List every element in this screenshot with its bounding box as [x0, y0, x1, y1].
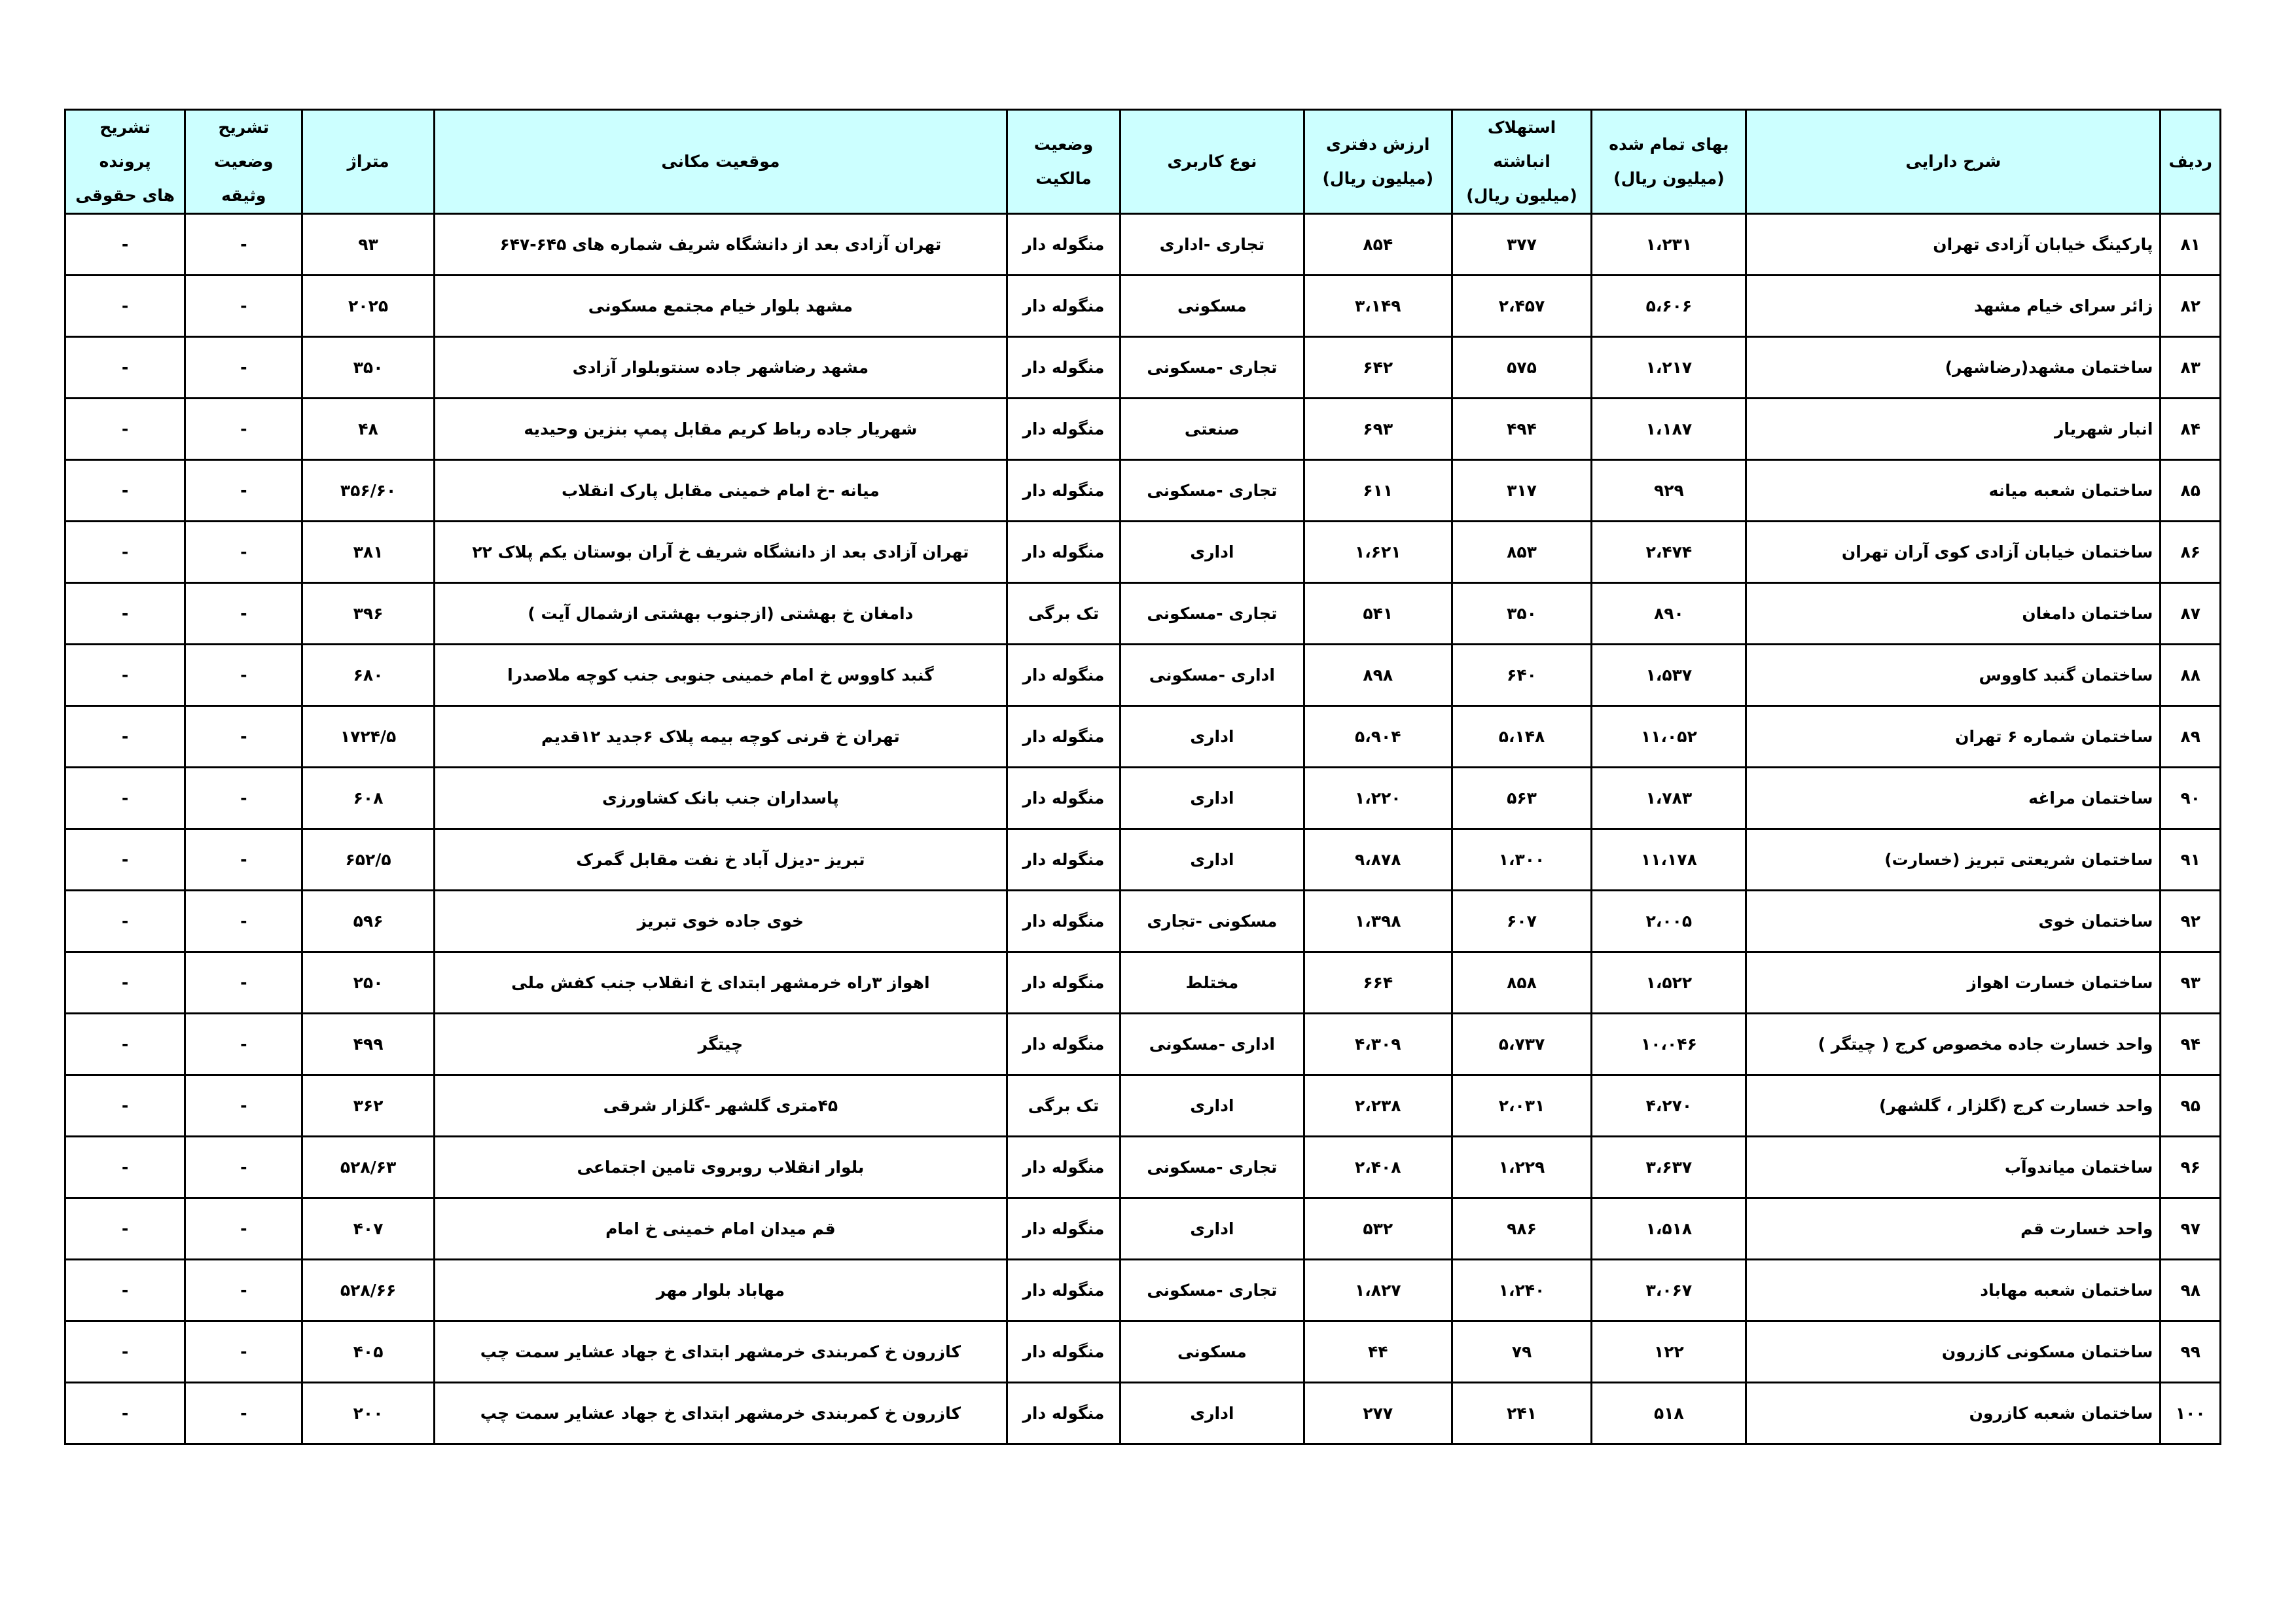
cell-collateral: - [185, 583, 302, 645]
cell-area: ۳۵۶/۶۰ [302, 460, 434, 522]
cell-book-value: ۶۱۱ [1304, 460, 1452, 522]
table-row [65, 522, 2221, 583]
cell-collateral: - [185, 276, 302, 337]
cell-book-value: ۱،۸۲۷ [1304, 1260, 1452, 1321]
cell-book-value: ۵،۹۰۴ [1304, 706, 1452, 768]
cell-book-value: ۲،۴۰۸ [1304, 1137, 1452, 1198]
header-book-value-line1: ارزش دفتری [1326, 135, 1430, 154]
cell-description: ساختمان دامغان [1746, 583, 2161, 645]
cell-collateral: - [185, 460, 302, 522]
cell-depreciation: ۶۰۷ [1452, 891, 1592, 952]
cell-row-number: ۸۷ [2161, 583, 2221, 645]
cell-ownership: منگوله دار [1007, 891, 1120, 952]
cell-depreciation: ۲،۰۳۱ [1452, 1075, 1592, 1137]
cell-ownership: منگوله دار [1007, 276, 1120, 337]
cell-cost: ۱۰،۰۴۶ [1592, 1014, 1746, 1075]
cell-area: ۳۸۱ [302, 522, 434, 583]
cell-row-number: ۹۱ [2161, 829, 2221, 891]
cell-description: ساختمان شماره ۶ تهران [1746, 706, 2161, 768]
cell-area: ۵۲۸/۶۶ [302, 1260, 434, 1321]
cell-legal: - [65, 214, 185, 276]
cell-cost: ۱،۵۲۲ [1592, 952, 1746, 1014]
cell-area: ۶۵۲/۵ [302, 829, 434, 891]
cell-usage: تجاری -مسکونی [1120, 1137, 1304, 1198]
cell-usage: اداری [1120, 1198, 1304, 1260]
cell-usage: اداری [1120, 1383, 1304, 1444]
cell-usage: مسکونی -تجاری [1120, 891, 1304, 952]
header-collateral-line1: تشریح [218, 118, 270, 137]
cell-legal: - [65, 645, 185, 706]
cell-book-value: ۴،۳۰۹ [1304, 1014, 1452, 1075]
header-book-value [1304, 110, 1452, 214]
cell-description: ساختمان خسارت اهواز [1746, 952, 2161, 1014]
cell-book-value: ۹،۸۷۸ [1304, 829, 1452, 891]
cell-collateral: - [185, 1260, 302, 1321]
cell-depreciation: ۱،۳۰۰ [1452, 829, 1592, 891]
cell-collateral: - [185, 952, 302, 1014]
cell-area: ۵۹۶ [302, 891, 434, 952]
header-usage: نوع کاربری [1120, 110, 1304, 214]
cell-legal: - [65, 1383, 185, 1444]
cell-depreciation: ۲۴۱ [1452, 1383, 1592, 1444]
cell-cost: ۳،۰۶۷ [1592, 1260, 1746, 1321]
cell-location: گنبد کاووس خ امام خمینی جنوبی جنب کوچه ملاصدرا [434, 645, 1007, 706]
header-ownership-line2: مالکیت [1035, 169, 1092, 188]
cell-description: انبار شهریار [1746, 399, 2161, 460]
cell-row-number: ۸۵ [2161, 460, 2221, 522]
cell-usage: تجاری -مسکونی [1120, 1260, 1304, 1321]
cell-row-number: ۹۵ [2161, 1075, 2221, 1137]
cell-collateral: - [185, 214, 302, 276]
cell-legal: - [65, 1014, 185, 1075]
cell-location: ۴۵متری گلشهر -گلزار شرقی [434, 1075, 1007, 1137]
cell-row-number: ۹۹ [2161, 1321, 2221, 1383]
cell-usage: اداری [1120, 522, 1304, 583]
cell-legal: - [65, 583, 185, 645]
cell-ownership: تک برگی [1007, 583, 1120, 645]
cell-cost: ۱۱،۰۵۲ [1592, 706, 1746, 768]
cell-location: مشهد رضاشهر جاده سنتوبلوار آزادی [434, 337, 1007, 399]
cell-row-number: ۹۳ [2161, 952, 2221, 1014]
table-row [65, 706, 2221, 768]
cell-usage: مسکونی [1120, 1321, 1304, 1383]
cell-legal: - [65, 891, 185, 952]
cell-usage: اداری -مسکونی [1120, 1014, 1304, 1075]
cell-usage: تجاری -مسکونی [1120, 337, 1304, 399]
cell-cost: ۱،۵۱۸ [1592, 1198, 1746, 1260]
cell-location: چیتگر [434, 1014, 1007, 1075]
cell-location: کازرون خ کمربندی خرمشهر ابتدای خ جهاد عشایر سمت چپ [434, 1321, 1007, 1383]
table-row [65, 891, 2221, 952]
cell-description: زائر سرای خیام مشهد [1746, 276, 2161, 337]
cell-depreciation: ۷۹ [1452, 1321, 1592, 1383]
cell-book-value: ۱،۳۹۸ [1304, 891, 1452, 952]
cell-description: ساختمان میاندوآب [1746, 1137, 2161, 1198]
table-row [65, 1198, 2221, 1260]
cell-ownership: منگوله دار [1007, 1137, 1120, 1198]
cell-location: میانه -خ امام خمینی مقابل پارک انقلاب [434, 460, 1007, 522]
cell-book-value: ۸۹۸ [1304, 645, 1452, 706]
cell-cost: ۱،۷۸۳ [1592, 768, 1746, 829]
table-row [65, 1260, 2221, 1321]
cell-ownership: منگوله دار [1007, 1198, 1120, 1260]
cell-cost: ۱،۲۱۷ [1592, 337, 1746, 399]
cell-legal: - [65, 768, 185, 829]
cell-depreciation: ۴۹۴ [1452, 399, 1592, 460]
cell-description: ساختمان خیابان آزادی کوی آران تهران [1746, 522, 2161, 583]
cell-cost: ۱،۱۸۷ [1592, 399, 1746, 460]
cell-collateral: - [185, 399, 302, 460]
table-row [65, 1383, 2221, 1444]
cell-depreciation: ۳۷۷ [1452, 214, 1592, 276]
cell-ownership: منگوله دار [1007, 1321, 1120, 1383]
cell-book-value: ۱،۲۲۰ [1304, 768, 1452, 829]
cell-collateral: - [185, 1198, 302, 1260]
cell-ownership: منگوله دار [1007, 1260, 1120, 1321]
cell-area: ۳۵۰ [302, 337, 434, 399]
header-cost-line2: (میلیون ریال) [1613, 169, 1725, 188]
cell-cost: ۳،۶۳۷ [1592, 1137, 1746, 1198]
cell-cost: ۵،۶۰۶ [1592, 276, 1746, 337]
cell-book-value: ۸۵۴ [1304, 214, 1452, 276]
header-area: متراژ [302, 110, 434, 214]
table-row [65, 399, 2221, 460]
cell-description: ساختمان خوی [1746, 891, 2161, 952]
table-row [65, 276, 2221, 337]
cell-area: ۶۰۸ [302, 768, 434, 829]
cell-usage: تجاری -مسکونی [1120, 460, 1304, 522]
cell-row-number: ۸۶ [2161, 522, 2221, 583]
cell-description: ساختمان شعبه میانه [1746, 460, 2161, 522]
header-legal [65, 110, 185, 214]
cell-cost: ۲،۴۷۴ [1592, 522, 1746, 583]
cell-depreciation: ۳۱۷ [1452, 460, 1592, 522]
cell-book-value: ۵۴۱ [1304, 583, 1452, 645]
header-ownership [1007, 110, 1120, 214]
cell-cost: ۱،۵۳۷ [1592, 645, 1746, 706]
table-row [65, 768, 2221, 829]
cell-depreciation: ۱،۲۴۰ [1452, 1260, 1592, 1321]
header-cost [1592, 110, 1746, 214]
asset-table [64, 109, 2221, 1445]
table-row [65, 337, 2221, 399]
cell-location: کازرون خ کمربندی خرمشهر ابتدای خ جهاد عشایر سمت چپ [434, 1383, 1007, 1444]
table-row [65, 583, 2221, 645]
cell-ownership: منگوله دار [1007, 214, 1120, 276]
cell-row-number: ۹۲ [2161, 891, 2221, 952]
cell-row-number: ۹۴ [2161, 1014, 2221, 1075]
cell-usage: صنعتی [1120, 399, 1304, 460]
cell-location: تبریز -دیزل آباد خ نفت مقابل گمرک [434, 829, 1007, 891]
cell-area: ۲۰۲۵ [302, 276, 434, 337]
cell-ownership: منگوله دار [1007, 829, 1120, 891]
table-row [65, 645, 2221, 706]
cell-area: ۴۸ [302, 399, 434, 460]
cell-collateral: - [185, 1075, 302, 1137]
cell-legal: - [65, 706, 185, 768]
cell-depreciation: ۱،۲۲۹ [1452, 1137, 1592, 1198]
header-row [65, 110, 2221, 214]
cell-book-value: ۲،۲۳۸ [1304, 1075, 1452, 1137]
cell-depreciation: ۸۵۸ [1452, 952, 1592, 1014]
cell-location: مهاباد بلوار مهر [434, 1260, 1007, 1321]
cell-cost: ۵۱۸ [1592, 1383, 1746, 1444]
cell-collateral: - [185, 706, 302, 768]
cell-depreciation: ۶۴۰ [1452, 645, 1592, 706]
cell-ownership: منگوله دار [1007, 952, 1120, 1014]
cell-row-number: ۸۳ [2161, 337, 2221, 399]
cell-book-value: ۱،۶۲۱ [1304, 522, 1452, 583]
cell-legal: - [65, 1321, 185, 1383]
cell-legal: - [65, 1260, 185, 1321]
cell-location: خوی جاده خوی تبریز [434, 891, 1007, 952]
cell-cost: ۱،۲۳۱ [1592, 214, 1746, 276]
cell-usage: اداری [1120, 706, 1304, 768]
cell-row-number: ۱۰۰ [2161, 1383, 2221, 1444]
cell-cost: ۸۹۰ [1592, 583, 1746, 645]
cell-area: ۳۹۶ [302, 583, 434, 645]
cell-location: پاسداران جنب بانک کشاورزی [434, 768, 1007, 829]
cell-area: ۶۸۰ [302, 645, 434, 706]
cell-description: ساختمان شعبه مهاباد [1746, 1260, 2161, 1321]
cell-usage: اداری [1120, 1075, 1304, 1137]
cell-ownership: منگوله دار [1007, 645, 1120, 706]
cell-legal: - [65, 829, 185, 891]
cell-area: ۳۶۲ [302, 1075, 434, 1137]
cell-collateral: - [185, 1014, 302, 1075]
cell-collateral: - [185, 522, 302, 583]
cell-legal: - [65, 1137, 185, 1198]
cell-description: واحد خسارت جاده مخصوص کرج ( چیتگر ) [1746, 1014, 2161, 1075]
cell-description: ساختمان شعبه کازرون [1746, 1383, 2161, 1444]
cell-ownership: منگوله دار [1007, 460, 1120, 522]
header-collateral [185, 110, 302, 214]
cell-area: ۲۵۰ [302, 952, 434, 1014]
header-legal-line2: های حقوقی [75, 186, 175, 205]
cell-area: ۱۷۲۴/۵ [302, 706, 434, 768]
header-description: شرح دارایی [1746, 110, 2161, 214]
cell-ownership: تک برگی [1007, 1075, 1120, 1137]
cell-location: قم میدان امام خمینی خ امام [434, 1198, 1007, 1260]
cell-description: ساختمان گنبد کاووس [1746, 645, 2161, 706]
header-depreciation-line2: (میلیون ریال) [1466, 186, 1577, 205]
header-collateral-line2: وضعیت وثیقه [214, 152, 274, 205]
cell-row-number: ۹۸ [2161, 1260, 2221, 1321]
cell-cost: ۱۱،۱۷۸ [1592, 829, 1746, 891]
cell-row-number: ۸۹ [2161, 706, 2221, 768]
cell-usage: اداری [1120, 768, 1304, 829]
cell-usage: مختلط [1120, 952, 1304, 1014]
cell-book-value: ۵۳۲ [1304, 1198, 1452, 1260]
cell-usage: اداری -مسکونی [1120, 645, 1304, 706]
cell-location: دامغان خ بهشتی (ازجنوب بهشتی ازشمال آیت ) [434, 583, 1007, 645]
asset-table-body [65, 214, 2221, 1444]
cell-usage: اداری [1120, 829, 1304, 891]
cell-collateral: - [185, 1137, 302, 1198]
cell-ownership: منگوله دار [1007, 768, 1120, 829]
cell-collateral: - [185, 1383, 302, 1444]
cell-legal: - [65, 952, 185, 1014]
cell-collateral: - [185, 645, 302, 706]
cell-collateral: - [185, 891, 302, 952]
cell-cost: ۱۲۲ [1592, 1321, 1746, 1383]
cell-location: بلوار انقلاب روبروی تامین اجتماعی [434, 1137, 1007, 1198]
cell-row-number: ۹۰ [2161, 768, 2221, 829]
table-row [65, 1075, 2221, 1137]
cell-area: ۵۲۸/۶۳ [302, 1137, 434, 1198]
cell-location: مشهد بلوار خیام مجتمع مسکونی [434, 276, 1007, 337]
header-location: موقعیت مکانی [434, 110, 1007, 214]
cell-ownership: منگوله دار [1007, 706, 1120, 768]
cell-location: تهران خ قرنی کوچه بیمه پلاک ۶جدید ۱۲قدیم [434, 706, 1007, 768]
cell-location: اهواز ۳راه خرمشهر ابتدای خ انقلاب جنب کفش ملی [434, 952, 1007, 1014]
cell-description: پارکینگ خیابان آزادی تهران [1746, 214, 2161, 276]
cell-legal: - [65, 522, 185, 583]
cell-legal: - [65, 1198, 185, 1260]
header-ownership-line1: وضعیت [1033, 135, 1094, 154]
table-row [65, 952, 2221, 1014]
cell-depreciation: ۹۸۶ [1452, 1198, 1592, 1260]
header-depreciation [1452, 110, 1592, 214]
cell-area: ۹۳ [302, 214, 434, 276]
header-row-number: ردیف [2161, 110, 2221, 214]
cell-book-value: ۳،۱۴۹ [1304, 276, 1452, 337]
asset-table-page [64, 109, 2221, 1445]
cell-ownership: منگوله دار [1007, 337, 1120, 399]
cell-depreciation: ۵،۷۳۷ [1452, 1014, 1592, 1075]
cell-collateral: - [185, 1321, 302, 1383]
cell-book-value: ۶۶۴ [1304, 952, 1452, 1014]
table-row [65, 1321, 2221, 1383]
cell-description: واحد خسارت کرج (گلزار ، گلشهر) [1746, 1075, 2161, 1137]
table-row [65, 214, 2221, 276]
header-depreciation-line1: استهلاک انباشته [1487, 118, 1556, 171]
cell-book-value: ۴۴ [1304, 1321, 1452, 1383]
header-book-value-line2: (میلیون ریال) [1322, 169, 1434, 188]
cell-description: واحد خسارت قم [1746, 1198, 2161, 1260]
cell-usage: تجاری -اداری [1120, 214, 1304, 276]
header-legal-line1: تشریح پرونده [99, 118, 151, 171]
cell-area: ۲۰۰ [302, 1383, 434, 1444]
cell-legal: - [65, 1075, 185, 1137]
cell-depreciation: ۵،۱۴۸ [1452, 706, 1592, 768]
cell-depreciation: ۵۷۵ [1452, 337, 1592, 399]
cell-ownership: منگوله دار [1007, 522, 1120, 583]
cell-collateral: - [185, 829, 302, 891]
table-row [65, 829, 2221, 891]
cell-row-number: ۹۷ [2161, 1198, 2221, 1260]
cell-location: تهران آزادی بعد از دانشگاه شریف خ آران بوستان یکم پلاک ۲۲ [434, 522, 1007, 583]
cell-legal: - [65, 276, 185, 337]
cell-row-number: ۸۸ [2161, 645, 2221, 706]
cell-row-number: ۸۲ [2161, 276, 2221, 337]
cell-book-value: ۲۷۷ [1304, 1383, 1452, 1444]
cell-description: ساختمان مسکونی کازرون [1746, 1321, 2161, 1383]
cell-area: ۴۰۵ [302, 1321, 434, 1383]
cell-ownership: منگوله دار [1007, 1014, 1120, 1075]
cell-depreciation: ۳۵۰ [1452, 583, 1592, 645]
cell-ownership: منگوله دار [1007, 1383, 1120, 1444]
cell-description: ساختمان شریعتی تبریز (خسارت) [1746, 829, 2161, 891]
cell-legal: - [65, 399, 185, 460]
cell-depreciation: ۵۶۳ [1452, 768, 1592, 829]
cell-row-number: ۸۱ [2161, 214, 2221, 276]
cell-area: ۴۹۹ [302, 1014, 434, 1075]
cell-legal: - [65, 337, 185, 399]
cell-row-number: ۸۴ [2161, 399, 2221, 460]
cell-cost: ۹۲۹ [1592, 460, 1746, 522]
table-row [65, 1014, 2221, 1075]
cell-ownership: منگوله دار [1007, 399, 1120, 460]
cell-usage: تجاری -مسکونی [1120, 583, 1304, 645]
header-cost-line1: بهای تمام شده [1609, 135, 1729, 154]
cell-description: ساختمان مراغه [1746, 768, 2161, 829]
cell-location: تهران آزادی بعد از دانشگاه شریف شماره های ۶۴۵-۶۴۷ [434, 214, 1007, 276]
cell-depreciation: ۲،۴۵۷ [1452, 276, 1592, 337]
cell-area: ۴۰۷ [302, 1198, 434, 1260]
table-row [65, 460, 2221, 522]
cell-depreciation: ۸۵۳ [1452, 522, 1592, 583]
cell-cost: ۴،۲۷۰ [1592, 1075, 1746, 1137]
cell-location: شهریار جاده رباط کریم مقابل پمپ بنزین وحیدیه [434, 399, 1007, 460]
cell-collateral: - [185, 768, 302, 829]
cell-row-number: ۹۶ [2161, 1137, 2221, 1198]
cell-cost: ۲،۰۰۵ [1592, 891, 1746, 952]
cell-usage: مسکونی [1120, 276, 1304, 337]
cell-book-value: ۶۹۳ [1304, 399, 1452, 460]
table-row [65, 1137, 2221, 1198]
cell-collateral: - [185, 337, 302, 399]
cell-book-value: ۶۴۲ [1304, 337, 1452, 399]
cell-legal: - [65, 460, 185, 522]
cell-description: ساختمان مشهد(رضاشهر) [1746, 337, 2161, 399]
